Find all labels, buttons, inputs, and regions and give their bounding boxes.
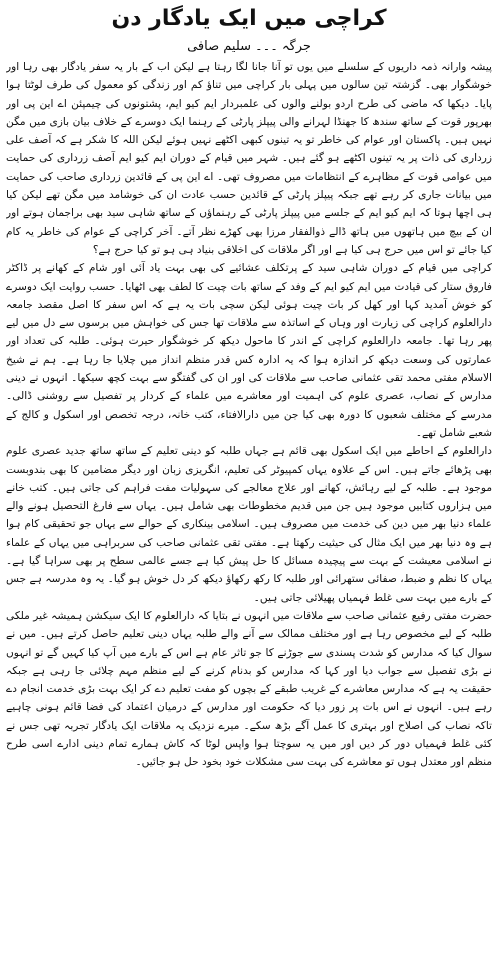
byline-author: سلیم صافی — [187, 39, 252, 54]
article-paragraph-1: پیشہ وارانہ ذمہ داریوں کے سلسلے میں یوں تو آنا جانا لگا رہتا ہے لیکن اب کے بار یہ سفر یادگار بھی رہا اور خوشگوار بھی۔ گزشتہ تین سالوں میں پہلی بار کراچی میں تناؤ کم اور زندگی کو معمول کی طرف لوٹتا ہوا پایا۔ دیکھا کہ ماضی کی طرح اردو بولنے والوں کی علمبردار ایم کیو ایم، پشتونوں کی چیمپئن اے این پی اور بھرپور قوت کے ساتھ سندھ کا جھنڈا لہرانے والی پیپلز پارٹی کے رہنما ایک دوسرے کے خلاف بیان بازی میں مگن نہیں ہیں۔ پاکستان اور عوام کی خاطر تو یہ تینوں کبھی اکٹھے نہیں ہوئے لیکن اللہ کا شکر ہے کہ آصف علی زرداری کی ذات پر یہ تینوں اکٹھے ہو گئے ہیں۔ شہر میں قیام کے دوران ایم کیو ایم آصف زرداری کی حمایت میں عوامی قوت کے مظاہرے کے انتظامات میں مصروف تھی۔ اے این پی کے قائدین زرداری صاحب کی حمایت میں بیانات جاری کر رہے تھے جبکہ پیپلز پارٹی کے قائدین حسب عادت ان کی خوشامد میں مگن تھے لیکن کیا ہی اچھا ہوتا کہ ایم کیو ایم کے جلسے میں پیپلز پارٹی کے رہنماؤں کے ساتھ شاہی سید بھی براجمان ہوتے اور ان کے بیچ میں ہاتھوں میں ہاتھ ڈالے ذوالفقار مرزا بھی کھڑے نظر آتے۔ آخر کراچی کے عوام کی خاطر یہ کام کیا جائے تو اس میں حرج ہی کیا ہے اور اگر ملاقات کی اخلاقی بنیاد ہی ہو تو کیا حرج ہے؟ — [6, 61, 492, 256]
byline-column-name: جرگہ — [281, 39, 311, 54]
byline-separator: ۔۔۔ — [255, 39, 278, 54]
article-body — [6, 58, 492, 970]
article-byline — [6, 38, 492, 56]
article-headline: کراچی میں ایک یادگار دن — [111, 6, 387, 31]
article-paragraph-3: دارالعلوم کے احاطے میں ایک اسکول بھی قائم ہے جہاں طلبہ کو دینی تعلیم کے ساتھ ساتھ جدید عصری علوم بھی پڑھائے جاتے ہیں۔ اس کے علاوہ یہاں کمپیوٹر کی تعلیم، انگریزی زبان اور دیگر مضامین کا بھی بندوبست موجود ہے۔ طلبہ کے لیے رہائش، کھانے اور علاج معالجے کی سہولیات مفت فراہم کی جاتی ہیں۔ کتب خانے میں ہزاروں کتابیں موجود ہیں جن میں قدیم مخطوطات بھی شامل ہیں۔ یہاں سے فارغ التحصیل ہونے والے علماء دنیا بھر میں دین کی خدمت میں مصروف ہیں۔ اسلامی بینکاری کے حوالے سے یہاں جو تحقیقی کام ہوا ہے وہ دنیا بھر میں ایک مثال کی حیثیت رکھتا ہے۔ مفتی تقی عثمانی صاحب کی سربراہی میں یہاں کے علماء نے اسلامی معیشت کے بہت سے پیچیدہ مسائل کا حل پیش کیا ہے جسے عالمی سطح پر بھی سراہا گیا ہے۔ یہاں کا نظم و ضبط، صفائی ستھرائی اور طلبہ کا رکھ رکھاؤ دیکھ کر دل خوش ہو گیا۔ یہ وہ مدرسہ ہے جس کے بارے میں بہت سی غلط فہمیاں پھیلائی جاتی ہیں۔ — [6, 445, 492, 604]
article-paragraph-4: حضرت مفتی رفیع عثمانی صاحب سے ملاقات میں انہوں نے بتایا کہ دارالعلوم کا ایک سیکشن ہمیشہ غیر ملکی طلبہ کے لیے مخصوص رہا ہے اور مختلف ممالک سے آنے والے طلبہ یہاں دینی تعلیم حاصل کرتے ہیں۔ میں نے سوال کیا کہ مدارس کو شدت پسندی سے جوڑنے کا جو تاثر عام ہے اس کے بارے میں آپ کیا کہیں گے تو انہوں نے بڑی تفصیل سے جواب دیا اور کہا کہ مدارس کو بدنام کرنے کے لیے منظم مہم چلائی جا رہی ہے جبکہ حقیقت یہ ہے کہ مدارس معاشرے کے غریب طبقے کے بچوں کو مفت تعلیم دے کر ایک بہت بڑی خدمت انجام دے رہے ہیں۔ انہوں نے اس بات پر زور دیا کہ حکومت اور مدارس کے درمیان اعتماد کی فضا قائم ہونی چاہیے تاکہ نصاب کی اصلاح اور بہتری کا عمل آگے بڑھ سکے۔ میرے نزدیک یہ ملاقات ایک یادگار تجربہ تھی جس نے کئی غلط فہمیاں دور کر دیں اور میں یہ سوچتا ہوا واپس لوٹا کہ کاش ہمارے تمام دینی ادارے اسی طرح منظم اور معتدل ہوں تو معاشرے کی بہت سی مشکلات خود بخود حل ہو جائیں۔ — [6, 609, 492, 769]
article-paragraph-2: کراچی میں قیام کے دوران شاہی سید کے پرتکلف عشائیے کی بھی بہت یاد آئی اور شام کے کھانے پر ڈاکٹر فاروق ستار کی قیادت میں ایم کیو ایم کے وفد کے ساتھ بات چیت کا لطف بھی اٹھایا۔ حسب روایت ایک دوسرے کو خوش آمدید کہا اور کھل کر بات چیت ہوئی لیکن سچی بات یہ ہے کہ اس سفر کا اصل مقصد جامعہ دارالعلوم کراچی کی زیارت اور وہاں کے اساتذہ سے ملاقات تھا جس کی خواہش میں برسوں سے دل میں لیے پھر رہا تھا۔ جامعہ دارالعلوم کراچی کے اندر کا ماحول دیکھ کر خوشگوار حیرت ہوئی۔ طلبہ کی تعداد اور عمارتوں کی وسعت دیکھ کر اندازہ ہوا کہ یہ ادارہ کس قدر منظم انداز میں چلایا جا رہا ہے۔ ہم نے شیخ الاسلام مفتی محمد تقی عثمانی صاحب سے ملاقات کی اور ان کی گفتگو سے بہت کچھ سیکھا۔ انہوں نے دینی مدارس کے نصاب، عصری علوم کی اہمیت اور معاشرے میں علماء کے کردار پر تفصیل سے روشنی ڈالی۔ مدرسے کے مختلف شعبوں کا دورہ بھی کیا جن میں دارالافتاء، کتب خانہ، درجہ تخصص اور اسکول و کالج کے شعبے شامل تھے۔ — [6, 262, 492, 439]
